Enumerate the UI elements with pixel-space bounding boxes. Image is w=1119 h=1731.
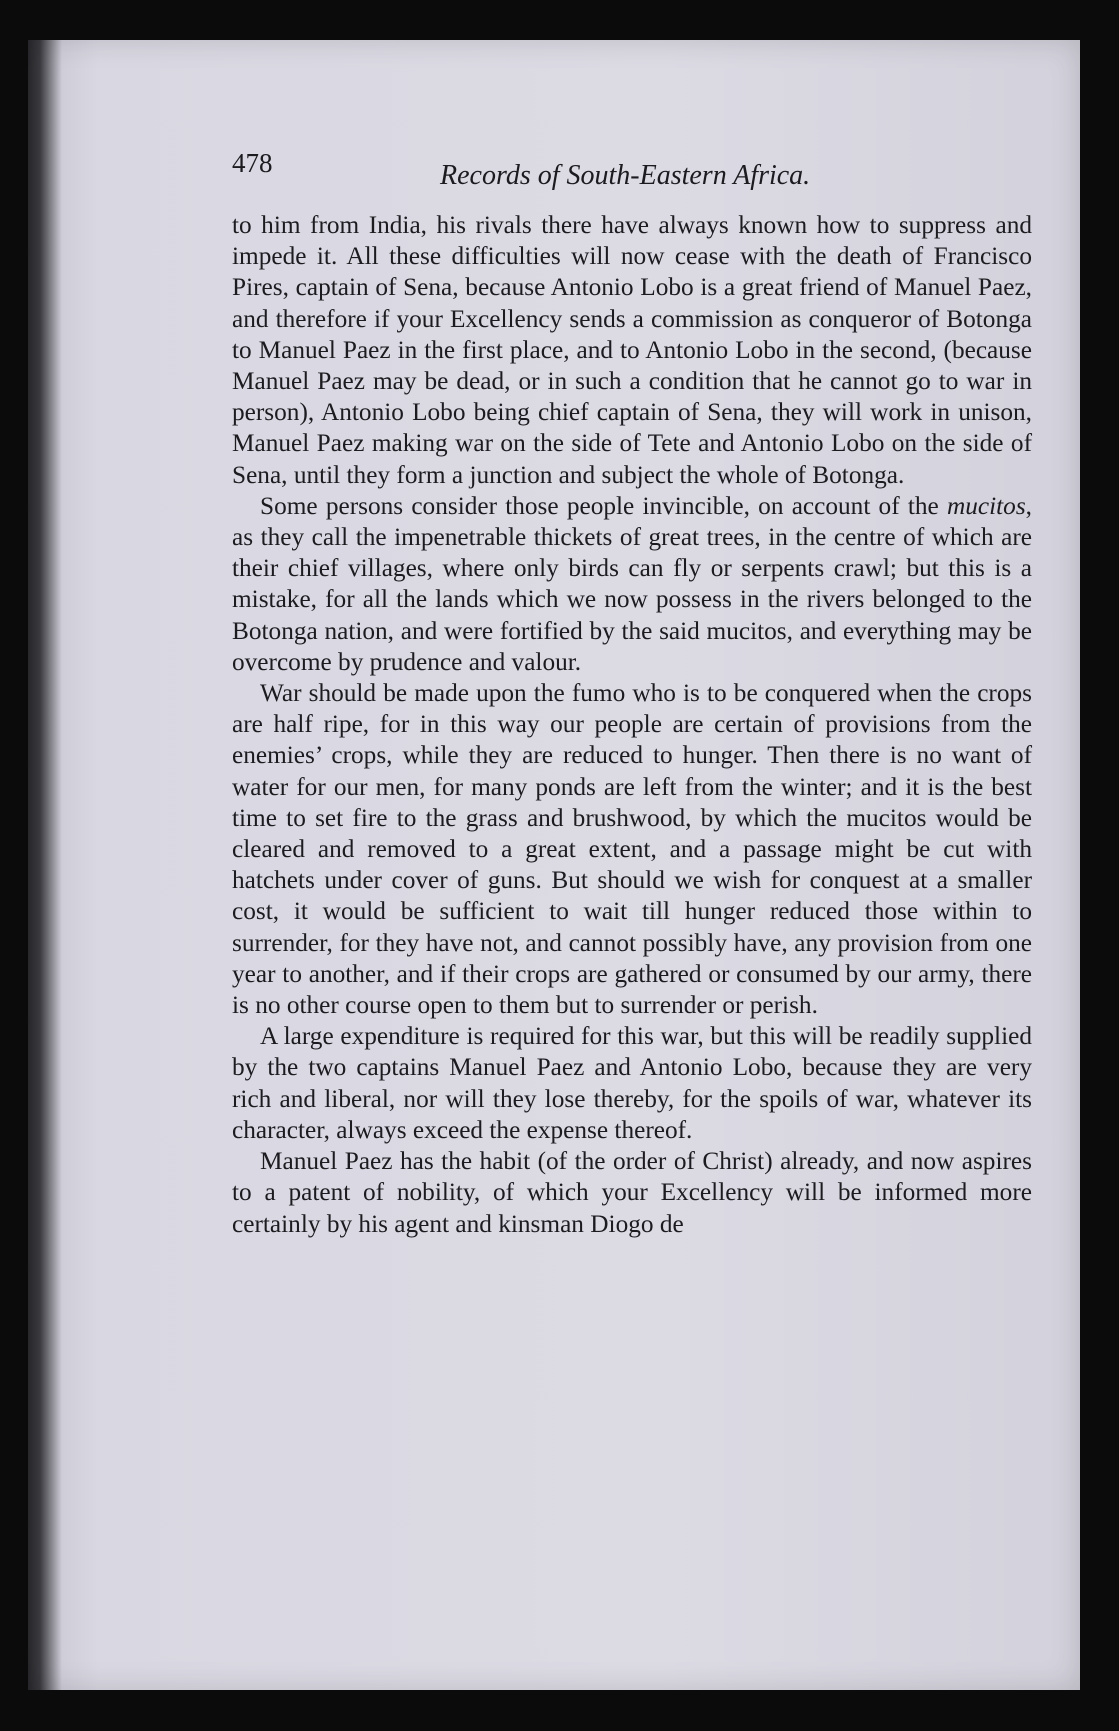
paragraph-3: War should be made upon the fumo who is to be conquered when the crops are half ripe, for in this way our people are certain of provisions from the enemies’ crops, while they are reduced to hunger. Then there is no want of water for our men, for many ponds are left from the winter; and it is the best time to set fire to the grass and brushwood, by which the mucitos would be cleared and removed to a great extent, and a passage might be cut with hatchets under cover of guns. But should we wish for conquest at a smaller cost, it would be sufficient to wait till hunger reduced those within to surrender, for they have not, and cannot possibly have, any provision from one year to another, and if their crops are gathered or consumed by our army, there is no other course open to them but to surrender or perish. [232,679,1032,1020]
body-text [232,210,1032,1240]
page-number: 478 [232,148,273,178]
paragraph-4: A large expenditure is required for this war, but this will be readily supplied by the two captains Manuel Paez and Antonio Lobo, because they are very rich and liberal, nor will they lose thereby, for the spoils of war, whatever its character, always exceed the expense thereof. [232,1022,1032,1144]
paragraph-2-part-1: Some persons consider those people invincible, on account of the [260,491,947,520]
paragraph-2-part-2: , as they call the impenetrable thickets of great trees, in the centre of which are their chief villages, where only birds can fly or serpents crawl; but this is a mistake, for all the lands which we now possess in the rivers belonged to the Botonga nation, and were fortified by the said mucitos, and everything may be overcome by prudence and valour. [232,491,1032,676]
running-title: Records of South-Eastern Africa. [440,160,811,191]
paragraph-1: to him from India, his rivals there have always known how to suppress and impede it. All these difficulties will now cease with the death of Francisco Pires, captain of Sena, because Antonio Lobo is a great friend of Manuel Paez, and therefore if your Excellency sends a commission as conqueror of Botonga to Manuel Paez in the first place, and to Antonio Lobo in the second, (because Manuel Paez may be dead, or in such a condition that he cannot go to war in person), Antonio Lobo being chief captain of Sena, they will work in unison, Manuel Paez making war on the side of Tete and Antonio Lobo on the side of Sena, until they form a junction and subject the whole of Botonga. [232,211,1032,489]
paragraph-2-italic-term: mucitos [946,491,1026,520]
paragraph-5: Manuel Paez has the habit (of the order of Christ) already, and now aspires to a patent of nobility, of which your Excellency will be informed more certainly by his agent and kinsman Diogo de [232,1147,1032,1238]
paragraph-2 [232,491,1032,678]
